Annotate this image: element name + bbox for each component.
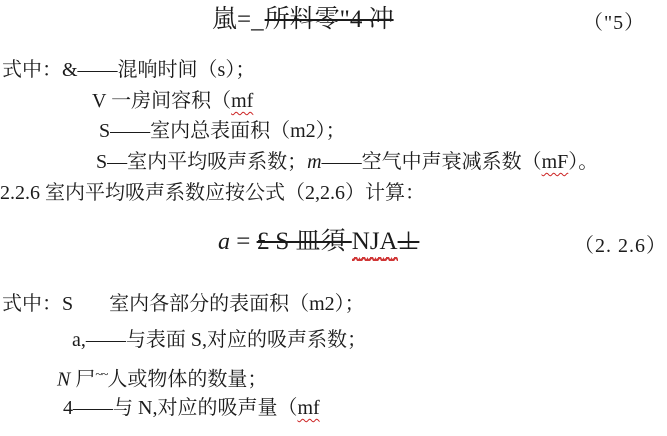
formula2-nja-squiggle: NJA	[352, 226, 398, 258]
where-line-part-surface	[2, 291, 365, 317]
part-surface-prefix: 式中：S	[2, 293, 74, 315]
where-line-room-volume	[92, 88, 253, 114]
formula2-variable-a: a	[218, 229, 230, 255]
formula2-struck-tail: ⊥	[397, 228, 420, 255]
absorption-amount-text: 4——与 N,对应的吸声量（	[63, 397, 298, 419]
formula-reverberation-time	[212, 4, 394, 36]
clause-226-text: 2.2.6 室内平均吸声系数应按公式（2,2.6）计算：	[0, 182, 425, 204]
object-count-text: 人或物体的数量；	[107, 368, 268, 391]
air-attenuation-text: ——空气中声衰减系数（	[321, 151, 542, 173]
room-volume-unit-squiggle: mf	[231, 90, 254, 112]
absorption-amount-unit-squiggle: mf	[297, 397, 320, 419]
room-volume-text: V 一房间容积（	[92, 90, 232, 112]
where-line-absorption-coeff	[96, 149, 598, 175]
formula1-struck-text: 所料零"4 冲	[264, 6, 394, 33]
where-line-absorption-amount	[63, 395, 320, 421]
air-attenuation-close: ）。	[568, 151, 599, 173]
formula-avg-absorption	[218, 226, 419, 258]
object-count-superscript: ~~	[95, 366, 108, 381]
where-line-reverb-time: 式中：&——混响时间（s）；	[2, 59, 256, 81]
object-count-symbol: N	[57, 368, 71, 391]
formula2-struck-pre: £ S 皿須	[256, 228, 352, 255]
formula2-struck-text	[257, 228, 420, 255]
where-line-surface-coeff: a,——与表面 S,对应的吸声系数；	[72, 329, 367, 351]
equation-number-5: （"5）	[583, 12, 646, 34]
air-attenuation-symbol: m	[307, 151, 322, 173]
avg-absorption-text: S—室内平均吸声系数；	[96, 151, 308, 173]
equation-number-226: （2. 2.6）	[574, 235, 667, 257]
object-count-garble: 尸	[70, 368, 96, 391]
where-line-object-count	[57, 361, 267, 393]
formula1-lhs: 嵐=	[212, 6, 252, 33]
air-attenuation-unit-squiggle: mF	[541, 151, 569, 173]
part-surface-text: 室内各部分的表面积（m2）；	[109, 293, 365, 315]
formula2-equals: =	[230, 228, 257, 255]
where-line-total-surface: S——室内总表面积（m2）；	[99, 120, 346, 142]
formula1-underscore: _	[251, 6, 265, 33]
